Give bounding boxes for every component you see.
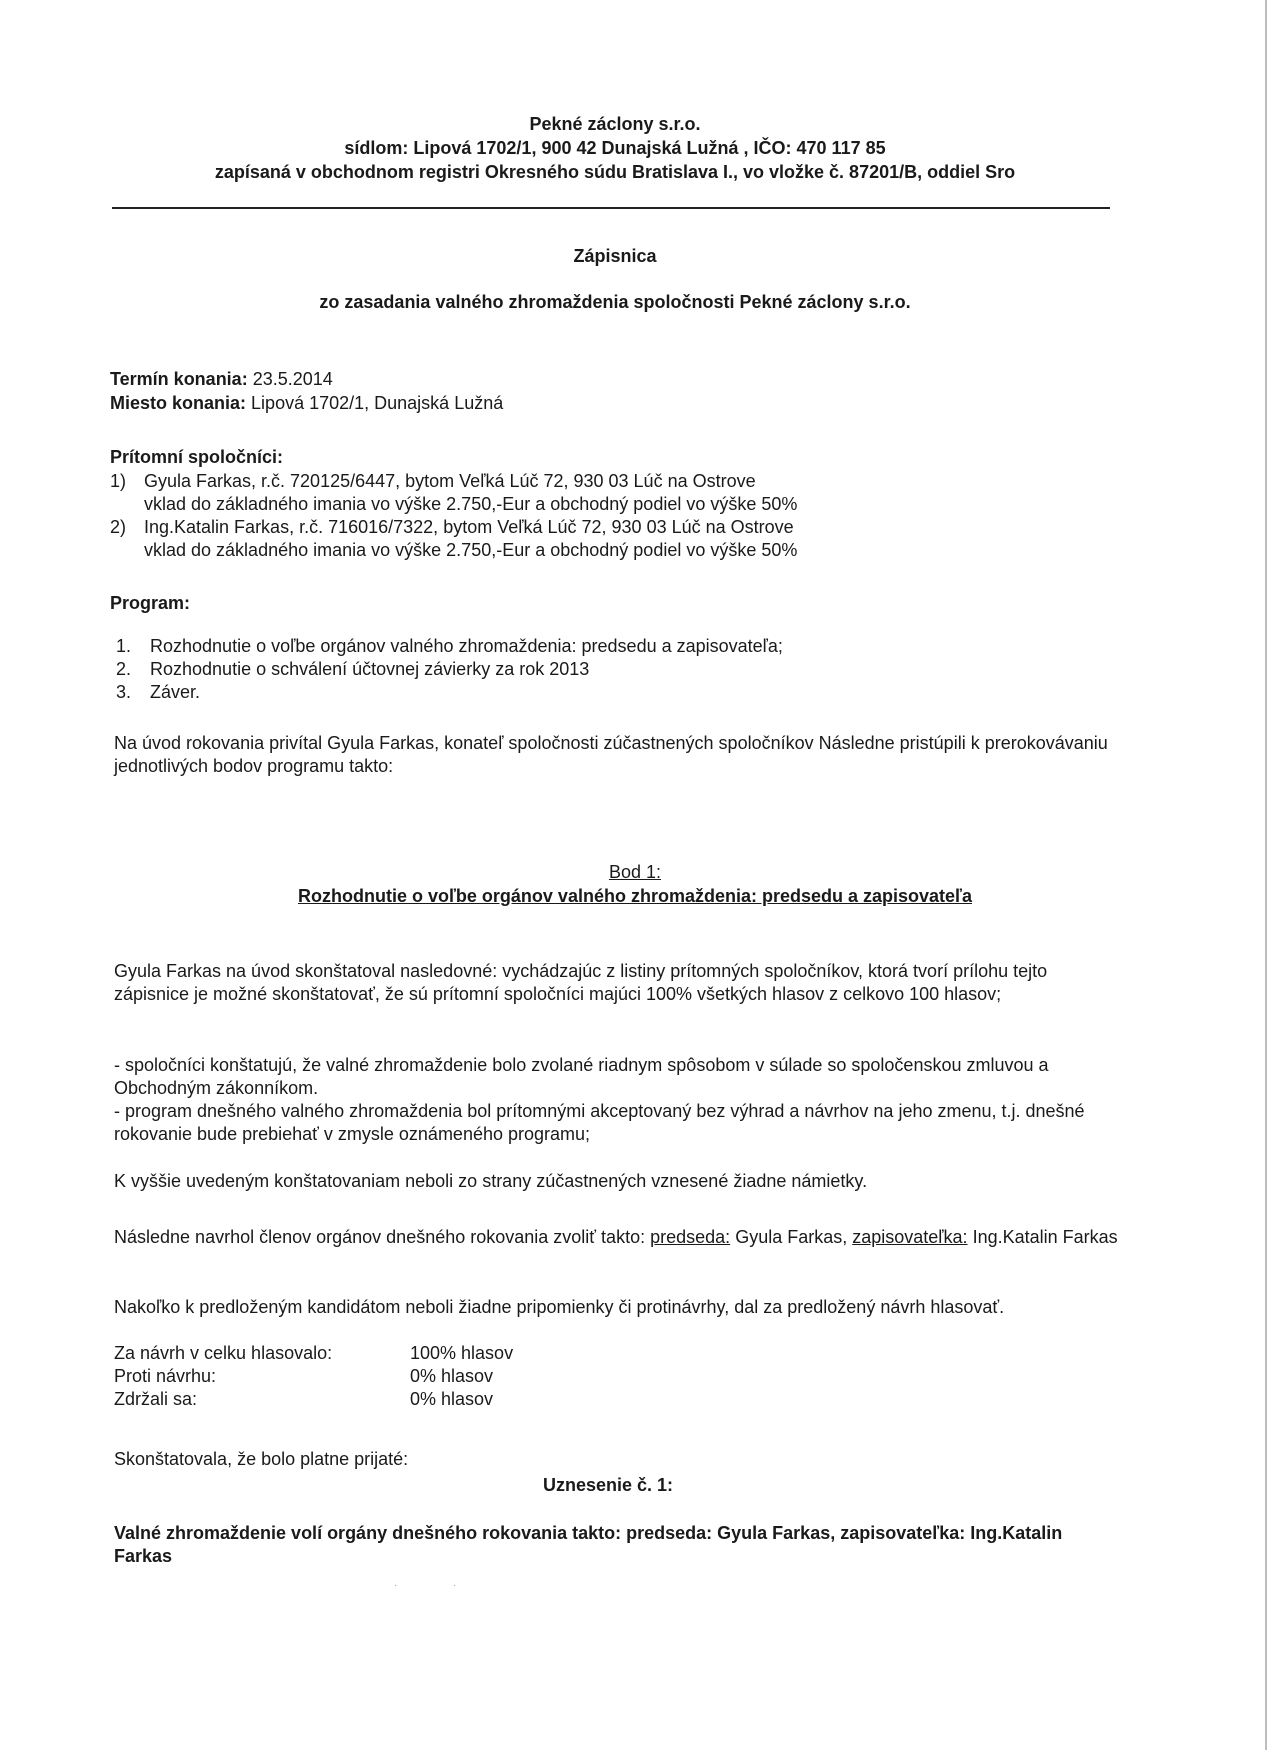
header-divider [112,207,1110,209]
program-text: Rozhodnutie o schválení účtovnej závierky za rok 2013 [150,659,590,679]
list-item [110,470,1120,493]
approved-statement: Skonštatovala, že bolo platne prijaté: [114,1449,409,1469]
program-text: Rozhodnutie o voľbe orgánov valného zhromaždenia: predsedu a zapisovateľa; [150,636,783,656]
resolution-title: Uznesenie č. 1: [543,1475,674,1495]
company-address: sídlom: Lipová 1702/1, 900 42 Dunajská Lužná , IČO: 470 117 85 [344,138,886,158]
list-item [116,635,1126,658]
vote-row [114,1365,1124,1388]
company-name: Pekné záclony s.r.o. [529,114,701,134]
place-label: Miesto konania: [110,393,247,413]
vote-value: 0% hlasov [410,1366,494,1386]
doc-subtitle: zo zasadania valného zhromaždenia spoločnosti Pekné záclony s.r.o. [319,292,911,312]
vote-value: 0% hlasov [410,1389,494,1409]
vote-row [114,1388,1124,1411]
partner-line2: vklad do základného imania vo výške 2.750,-Eur a obchodný podiel vo výške 50% [144,540,798,560]
vote-label: Za návrh v celku hlasovalo: [114,1343,333,1363]
company-registry: zapísaná v obchodnom registri Okresného súdu Bratislava I., vo vložke č. 87201/B, oddiel Sro [214,162,1016,182]
program-heading: Program: [110,593,191,613]
program-list [116,635,1126,704]
list-item [116,681,1126,704]
doc-title: Zápisnica [573,246,657,266]
vote-label: Zdržali sa: [114,1389,198,1409]
scan-edge [1265,0,1267,1750]
chair-label: predseda: [650,1227,731,1247]
date-label: Termín konania: [110,369,248,389]
bod-title: Rozhodnutie o voľbe orgánov valného zhromaždenia: predsedu a zapisovateľa [298,886,972,906]
vote-label: Proti návrhu: [114,1366,217,1386]
partner-line2: vklad do základného imania vo výške 2.750,-Eur a obchodný podiel vo výške 50% [144,494,798,514]
partners-heading: Prítomní spoločníci: [110,447,284,467]
chair-name: Gyula Farkas, [735,1227,848,1247]
list-item [110,516,1120,539]
partners-list [110,470,1120,562]
partner-line1: Gyula Farkas, r.č. 720125/6447, bytom Veľká Lúč 72, 930 03 Lúč na Ostrove [144,471,756,491]
nomination-text: Následne navrhol členov orgánov dnešného rokovania zvoliť takto: [114,1227,646,1247]
program-text: Záver. [150,682,201,702]
paragraph-3: K vyššie uvedeným konštatovaniam neboli zo strany zúčastnených vznesené žiadne námietky. [114,1171,868,1191]
secretary-name: Ing.Katalin Farkas [972,1227,1118,1247]
scan-speck: · [453,1580,457,1591]
paragraph-2a: - spoločníci konštatujú, že valné zhromaždenie bolo zvolané riadnym spôsobom v súlade so spoločenskou zmluvou a Obchodným zákonníkom. [114,1055,1049,1098]
partner-line1: Ing.Katalin Farkas, r.č. 716016/7322, bytom Veľká Lúč 72, 930 03 Lúč na Ostrove [144,517,794,537]
vote-value: 100% hlasov [410,1343,514,1363]
paragraph-5: Nakoľko k predloženým kandidátom neboli žiadne pripomienky či protinávrhy, dal za predložený návrh hlasovať. [114,1297,1005,1317]
paragraph-2b: - program dnešného valného zhromaždenia bol prítomnými akceptovaný bez výhrad a návrhov na jeho zmenu, t.j. dnešné rokovanie bude prebiehať v zmysle oznámeného programu; [114,1101,1085,1144]
vote-table [114,1342,1124,1411]
list-item [116,658,1126,681]
program-number: 2. [116,659,132,679]
paragraph-1: Gyula Farkas na úvod skonštatoval nasledovné: vychádzajúc z listiny prítomných spoločníkov, ktorá tvorí prílohu tejto zápisnice je možné skonštatovať, že sú prítomní spoločníci majúci 100% všetkých hlasov z celkovo 100 hlasov; [114,961,1048,1004]
intro-paragraph: Na úvod rokovania privítal Gyula Farkas, konateľ spoločnosti zúčastnených spoločníkov Následne pristúpili k prerokovávaniu jednotlivých bodov programu takto: [114,733,1108,776]
partner-number: 1) [110,471,127,491]
date-value: 23.5.2014 [252,369,333,389]
place-value: Lipová 1702/1, Dunajská Lužná [251,393,504,413]
meeting-place [110,392,503,414]
scan-speck: · [394,1580,398,1591]
vote-row [114,1342,1124,1365]
secretary-label: zapisovateľka: [852,1227,968,1247]
bod-label: Bod 1: [608,862,662,882]
paragraph-4 [114,1226,1124,1249]
program-number: 1. [116,636,132,656]
program-number: 3. [116,682,132,702]
resolution-text: Valné zhromaždenie volí orgány dnešného rokovania takto: predseda: Gyula Farkas, zapisovateľka: Ing.Katalin Farkas [114,1523,1063,1566]
meeting-date [110,368,333,390]
partner-number: 2) [110,517,127,537]
